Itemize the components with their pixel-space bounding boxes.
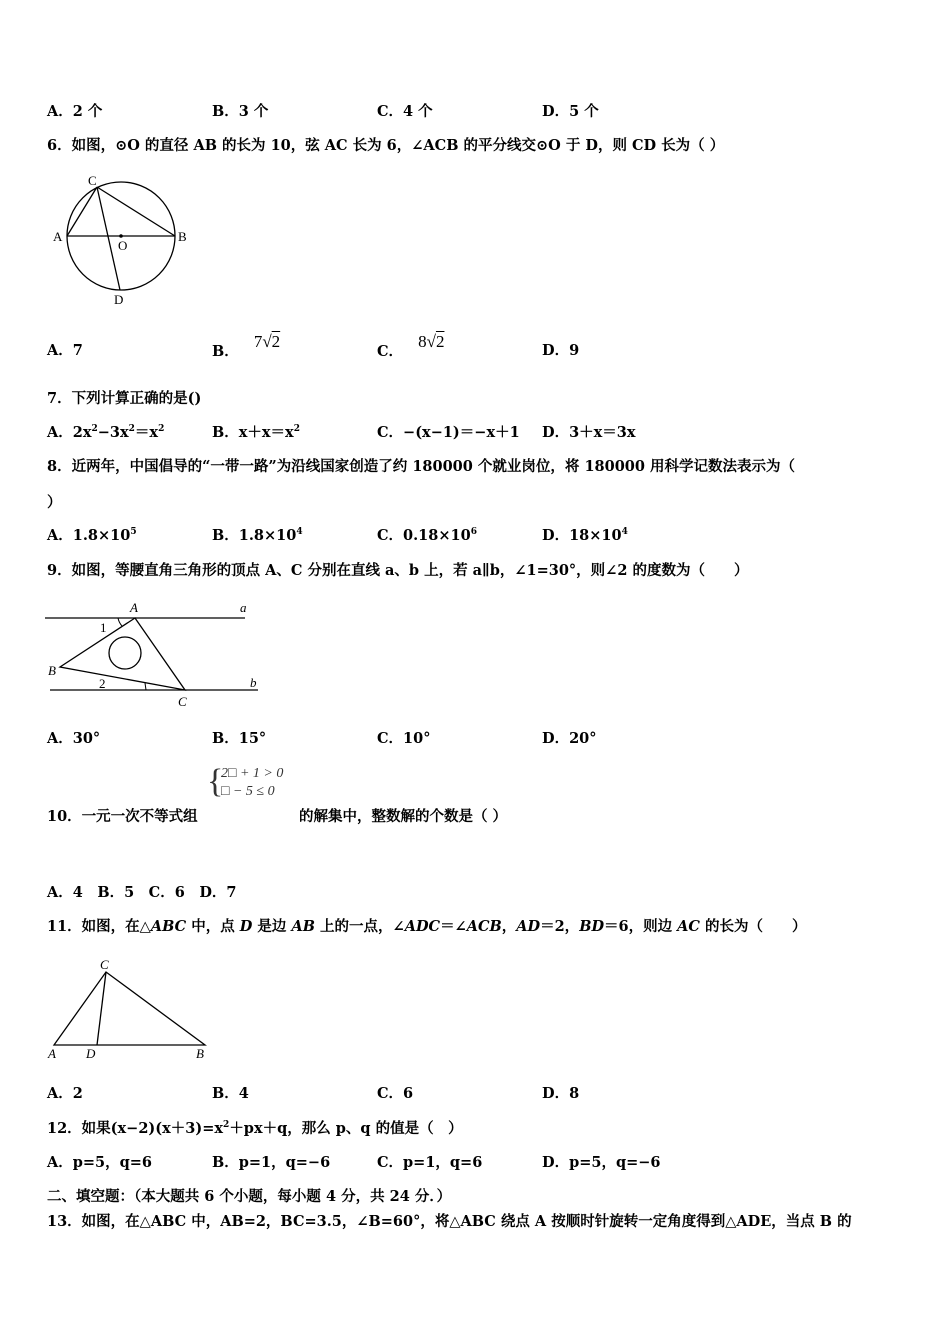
label-d: D (86, 1046, 96, 1061)
label-c: C (88, 173, 97, 188)
q5-option-d: D．5 个 (542, 103, 599, 120)
label-line-a: a (240, 600, 247, 615)
inner-circle (109, 637, 141, 669)
label-a: A (130, 600, 138, 615)
q6-circle-figure (40, 170, 200, 310)
q11-text: 11．如图，在△ (47, 918, 151, 935)
q11-text: AC (677, 918, 700, 935)
q6-option-b (212, 332, 281, 361)
q11-text: 的长为（ ） (699, 918, 807, 935)
label-angle-1: 1 (100, 620, 107, 635)
q10-inequality-system (207, 763, 284, 801)
label-a: A (53, 229, 63, 244)
q12-option-d: D．p=5，q=−6 (542, 1154, 661, 1171)
label-b: B (196, 1046, 204, 1061)
q11-text: 中，点 (186, 918, 240, 935)
q6-option-b-prefix: B． (212, 343, 239, 360)
q9-option-d: D．20° (542, 730, 597, 747)
q8-option-b (212, 527, 303, 545)
label-line-b: b (250, 675, 257, 690)
q11-text: AB (291, 918, 315, 935)
section-2-heading: 二、填空题：（本大题共 6 个小题，每小题 4 分，共 24 分．） (47, 1188, 452, 1205)
q8-stem-line2: ） (47, 494, 62, 511)
q11-text: ADC (404, 918, 441, 935)
q7-option-c: C．−(x−1)＝−x＋1 (377, 424, 520, 441)
q11-option-d: D．8 (542, 1085, 580, 1102)
chord-ca (67, 187, 97, 236)
q11-triangle-figure (40, 955, 220, 1065)
q12-text: ＋px＋q，那么 p、q 的值是（ ） (229, 1120, 463, 1137)
q12-option-c: C．p=1，q=6 (377, 1154, 483, 1171)
label-b: B (178, 229, 187, 244)
q6-option-a: A．7 (47, 342, 83, 359)
q13-stem: 13．如图，在△ABC 中，AB=2，BC=3.5，∠B=60°，将△ABC 绕点 A 按顺时针旋转一定角度得到△ADE，当点 B 的 (47, 1213, 852, 1230)
q8-b-exp: 4 (296, 527, 303, 538)
q12-sup: 2 (223, 1120, 230, 1131)
label-c: C (178, 694, 187, 709)
q7-a-part: −3x (97, 424, 129, 441)
q7-option-d: D．3＋x＝3x (542, 424, 636, 441)
q9-triangle-figure (40, 595, 270, 715)
q5-option-b: B．3 个 (212, 103, 269, 120)
q10-stem-right: 的解集中，整数解的个数是（ ） (299, 808, 508, 825)
q8-a-exp: 5 (130, 527, 137, 538)
q6-option-b-radical: 7√2 (253, 332, 281, 351)
q11-text: 是边 (252, 918, 292, 935)
chord-cd (97, 187, 120, 290)
q7-a-part: ＝x (134, 424, 159, 441)
q8-option-c (377, 527, 477, 545)
q9-stem: 9．如图，等腰直角三角形的顶点 A、C 分别在直线 a、b 上，若 a∥b，∠1=30°，则∠2 的度数为（ ） (47, 562, 749, 579)
q8-stem-line1: 8．近两年，中国倡导的“一带一路”为沿线国家创造了约 180000 个就业岗位，将 180000 用科学记数法表示为（ (47, 458, 796, 475)
q11-text: 上的一点，∠ (314, 918, 405, 935)
q11-text: AD (516, 918, 541, 935)
q7-stem: 7．下列计算正确的是() (47, 390, 202, 407)
q6-option-c-radical: 8√2 (418, 332, 445, 351)
chord-cb (97, 187, 175, 236)
q10-inequality-1: 2□ + 1 > 0 (221, 766, 284, 781)
q7-option-a (47, 424, 164, 442)
q8-option-d (542, 527, 628, 545)
q11-stem (47, 918, 807, 936)
triangle-abc (60, 618, 185, 690)
q10-inequality-2: □ − 5 ≤ 0 (221, 784, 275, 799)
q12-stem (47, 1120, 463, 1138)
q6-option-c (377, 332, 445, 361)
angle-1-arc (118, 618, 122, 626)
q8-c-base: C．0.18×10 (377, 527, 471, 544)
q11-text: BD (579, 918, 605, 935)
q8-d-base: D．18×10 (542, 527, 622, 544)
q9-option-b: B．15° (212, 730, 267, 747)
label-c: C (100, 957, 109, 972)
label-b: B (48, 663, 56, 678)
label-angle-2: 2 (99, 676, 106, 691)
q6-option-c-radicand: 2 (435, 332, 445, 351)
q6-option-b-radicand: 2 (271, 332, 281, 351)
q11-text: ， (501, 918, 517, 935)
q8-b-base: B．1.8×10 (212, 527, 297, 544)
q11-text: ACB (466, 918, 502, 935)
q11-option-a: A．2 (47, 1085, 83, 1102)
label-a: A (48, 1046, 56, 1061)
q6-stem: 6．如图，⊙O 的直径 AB 的长为 10，弦 AC 长为 6，∠ACB 的平分线交⊙O 于 D，则 CD 长为（ ） (47, 137, 725, 154)
q6-option-c-prefix: C． (377, 343, 404, 360)
q11-option-c: C．6 (377, 1085, 414, 1102)
q7-a-sup: 2 (128, 424, 135, 435)
q10-stem-left: 10．一元一次不等式组 (47, 808, 198, 825)
q8-a-base: A．1.8×10 (47, 527, 131, 544)
q11-text: D (239, 918, 253, 935)
q5-option-a: A．2 个 (47, 103, 103, 120)
q12-option-a: A．p=5，q=6 (47, 1154, 153, 1171)
q5-option-c: C．4 个 (377, 103, 433, 120)
q10-options: A．4 B．5 C．6 D．7 (47, 884, 237, 901)
q11-text: ＝2， (540, 918, 580, 935)
q6-option-b-coef: 7 (253, 332, 263, 351)
triangle-abc (54, 972, 205, 1045)
q7-a-sup: 2 (91, 424, 98, 435)
label-o: O (118, 238, 128, 253)
q8-option-a (47, 527, 137, 545)
q11-text: ＝∠ (440, 918, 467, 935)
q12-text: 12．如果(x−2)(x＋3)=x (47, 1120, 224, 1137)
q7-b-sup: 2 (293, 424, 300, 435)
q11-text: ＝6，则边 (604, 918, 678, 935)
angle-2-mark (145, 683, 146, 690)
q9-option-c: C．10° (377, 730, 431, 747)
q11-option-b: B．4 (212, 1085, 249, 1102)
q8-c-exp: 6 (470, 527, 477, 538)
q7-b-part: B．x＋x＝x (212, 424, 294, 441)
q9-option-a: A．30° (47, 730, 101, 747)
q7-a-sup: 2 (158, 424, 165, 435)
brace-icon: { (207, 763, 224, 800)
q12-option-b: B．p=1，q=−6 (212, 1154, 331, 1171)
q6-option-d: D．9 (542, 342, 580, 359)
q11-text: ABC (150, 918, 187, 935)
q8-d-exp: 4 (621, 527, 628, 538)
q7-a-part: A．2x (47, 424, 92, 441)
label-d: D (114, 292, 124, 307)
q6-option-c-coef: 8 (418, 332, 427, 351)
q7-option-b (212, 424, 300, 442)
